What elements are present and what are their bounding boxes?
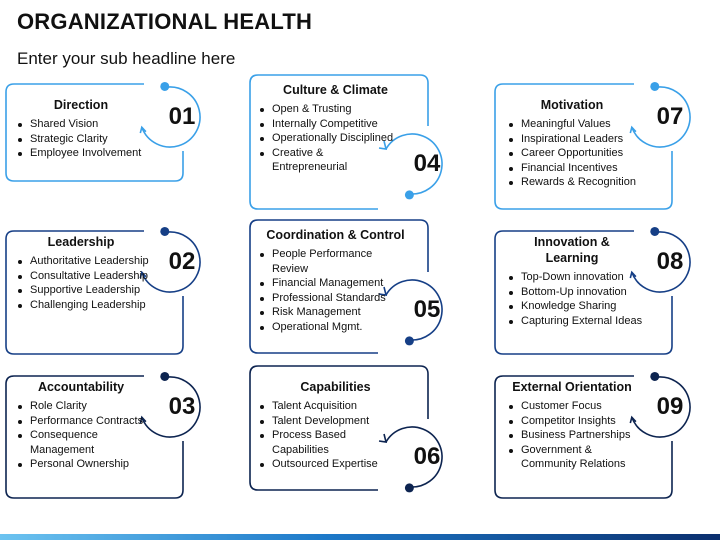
- bullet-item: Career Opportunities: [507, 146, 643, 161]
- bullet-item: Internally Competitive: [258, 117, 397, 132]
- bullet-item: Financial Incentives: [507, 161, 643, 176]
- bullet-item: Customer Focus: [507, 399, 643, 414]
- dot-icon: [405, 190, 414, 199]
- card-bullet-list: [16, 117, 168, 161]
- bullet-item: Performance Contracts: [16, 414, 152, 429]
- card-04: [258, 82, 413, 175]
- card-bullet-list: [258, 399, 413, 472]
- card-02: [16, 234, 168, 312]
- bullet-item: Talent Development: [258, 414, 397, 429]
- bullet-item: Personal Ownership: [16, 457, 152, 472]
- bullet-item: Bottom-Up innovation: [507, 285, 643, 300]
- card-bullet-list: [16, 254, 168, 312]
- dot-icon: [650, 82, 659, 91]
- bullet-item: Strategic Clarity: [16, 132, 152, 147]
- card-number: 06: [413, 443, 441, 470]
- bullet-item: Government & Community Relations: [507, 443, 643, 472]
- dot-icon: [405, 336, 414, 345]
- card-title: Motivation: [540, 98, 604, 112]
- card-07: [507, 97, 659, 190]
- card-title: Leadership: [47, 235, 115, 249]
- card-title: Innovation & Learning: [534, 235, 610, 265]
- bullet-item: Process Based Capabilities: [258, 428, 397, 457]
- page-subtitle: Enter your sub headline here: [17, 49, 236, 68]
- card-number: 05: [413, 296, 441, 323]
- card-title: Direction: [53, 98, 109, 112]
- page-title: ORGANIZATIONAL HEALTH: [17, 9, 313, 34]
- bullet-item: Operational Mgmt.: [258, 320, 397, 335]
- bullet-item: Professional Standards: [258, 291, 397, 306]
- card-number: 07: [656, 103, 684, 130]
- bullet-item: Employee Involvement: [16, 146, 152, 161]
- card-bullet-list: [507, 270, 659, 328]
- bullet-item: Competitor Insights: [507, 414, 643, 429]
- bullet-item: Consultative Leadership: [16, 269, 152, 284]
- card-03: [16, 379, 168, 472]
- card-title: Coordination & Control: [266, 228, 405, 242]
- card-bullet-list: [507, 117, 659, 190]
- card-title: Culture & Climate: [283, 83, 388, 97]
- bullet-item: Business Partnerships: [507, 428, 643, 443]
- dot-icon: [405, 483, 414, 492]
- bullet-item: Capturing External Ideas: [507, 314, 643, 329]
- bullet-item: Rewards & Recognition: [507, 175, 643, 190]
- card-bullet-list: [507, 399, 659, 472]
- card-number: 02: [168, 248, 196, 275]
- card-title: Accountability: [37, 380, 125, 394]
- bullet-item: Inspirational Leaders: [507, 132, 643, 147]
- card-number: 01: [168, 103, 196, 130]
- bullet-item: Top-Down innovation: [507, 270, 643, 285]
- card-06: [258, 379, 413, 472]
- dot-icon: [160, 82, 169, 91]
- bullet-item: Authoritative Leadership: [16, 254, 152, 269]
- bullet-item: Creative & Entrepreneurial: [258, 146, 397, 175]
- card-number: 04: [413, 150, 441, 177]
- card-09: [507, 379, 659, 472]
- card-title: Capabilities: [300, 380, 371, 394]
- bullet-item: Shared Vision: [16, 117, 152, 132]
- bullet-item: Outsourced Expertise: [258, 457, 397, 472]
- bullet-item: Operationally Disciplined: [258, 131, 397, 146]
- bullet-item: Meaningful Values: [507, 117, 643, 132]
- bullet-item: Challenging Leadership: [16, 298, 152, 313]
- card-number: 08: [656, 248, 684, 275]
- card-number: 03: [168, 393, 196, 420]
- bullet-item: Open & Trusting: [258, 102, 397, 117]
- card-bullet-list: [258, 102, 413, 175]
- card-bullet-list: [258, 247, 413, 334]
- card-01: [16, 97, 168, 161]
- bullet-item: Role Clarity: [16, 399, 152, 414]
- bullet-item: Talent Acquisition: [258, 399, 397, 414]
- card-08: [507, 234, 659, 328]
- bullet-item: Knowledge Sharing: [507, 299, 643, 314]
- bullet-item: Risk Management: [258, 305, 397, 320]
- card-number: 09: [656, 393, 684, 420]
- bullet-item: People Performance Review: [258, 247, 397, 276]
- card-bullet-list: [16, 399, 168, 472]
- card-05: [258, 227, 413, 334]
- bullet-item: Consequence Management: [16, 428, 152, 457]
- bullet-item: Financial Management: [258, 276, 397, 291]
- bullet-item: Supportive Leadership: [16, 283, 152, 298]
- card-title: External Orientation: [512, 380, 632, 394]
- bottom-gradient-bar: [0, 534, 720, 540]
